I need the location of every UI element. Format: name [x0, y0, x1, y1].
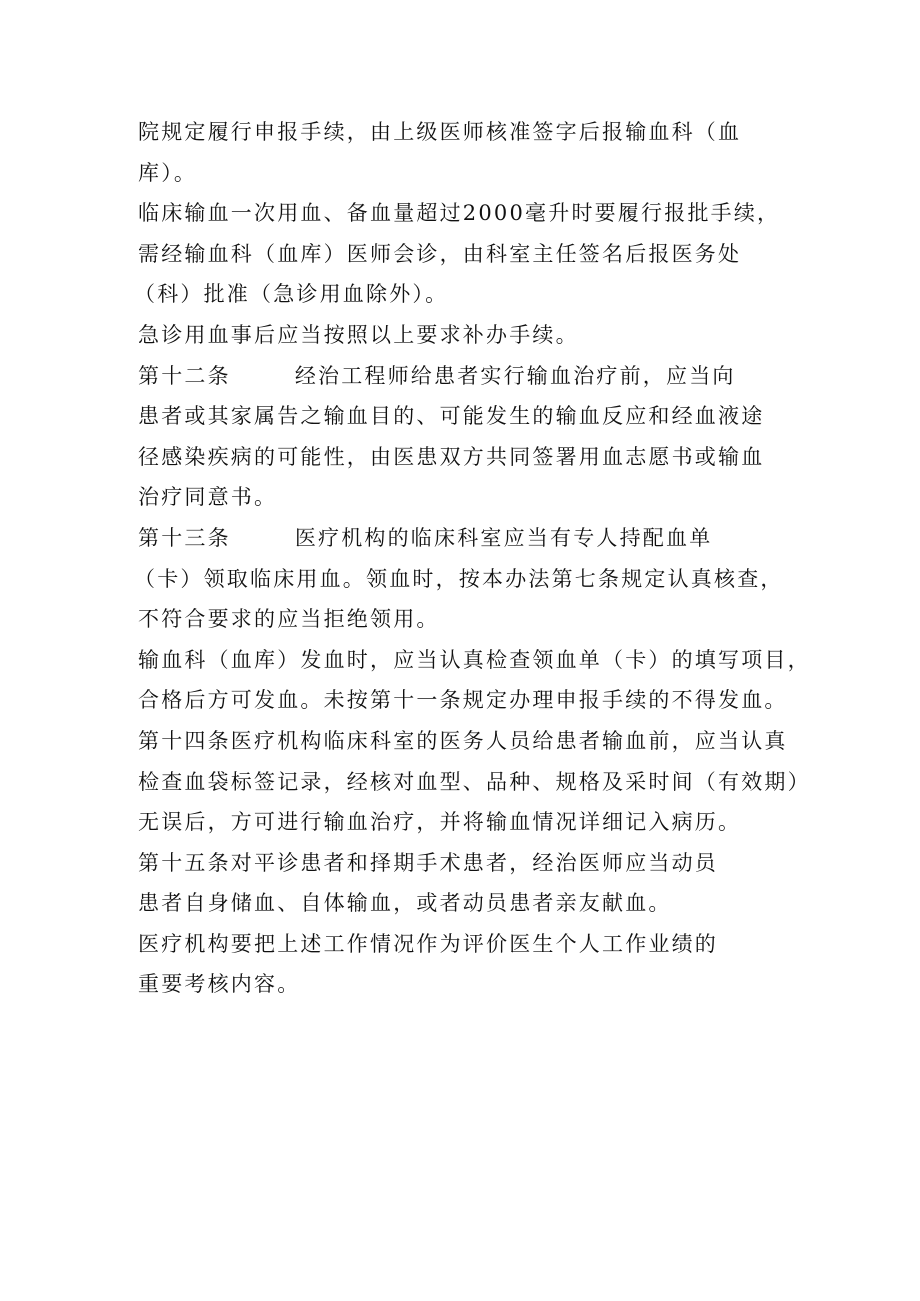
text-line: 第十五条对平诊患者和择期手术患者，经治医师应当动员: [138, 850, 718, 875]
article-12-text: 经治工程师给患者实行输血治疗前，应当向: [294, 363, 736, 388]
text-line: 输血科（血库）发血时，应当认真检查领血单（卡）的填写项目，: [138, 647, 811, 672]
text-line: 患者自身储血、自体输血，或者动员患者亲友献血。: [138, 891, 672, 916]
text-line: 患者或其家属告之输血目的、可能发生的输血反应和经血液途: [138, 404, 765, 429]
text-line: 无误后，方可进行输血治疗，并将输血情况详细记入病历。: [138, 810, 742, 835]
text-line: 治疗同意书。: [138, 485, 278, 510]
article-13-label: 第十三条: [138, 525, 231, 550]
text-line: 临床输血一次用血、备血量超过2000毫升时要履行报批手续，: [138, 201, 781, 226]
text-line: 急诊用血事后应当按照以上要求补办手续。: [138, 322, 579, 347]
article-13-text: 医疗机构的临床科室应当有专人持配血单: [294, 525, 713, 550]
text-line: 第十四条医疗机构临床科室的医务人员给患者输血前，应当认真: [138, 728, 788, 753]
text-line: 检查血袋标签记录，经核对血型、品种、规格及采时间（有效期）: [138, 769, 811, 794]
article-13-line: [138, 518, 818, 559]
text-line: 库）。: [138, 160, 198, 185]
text-line: 合格后方可发血。未按第十一条规定办理申报手续的不得发血。: [138, 688, 788, 713]
article-12-label: 第十二条: [138, 363, 231, 388]
article-12-line: [138, 356, 818, 397]
text-line: 院规定履行申报手续，由上级医师核准签字后报输血科（血: [138, 120, 742, 144]
text-line: 径感染疾病的可能性，由医患双方共同签署用血志愿书或输血: [138, 444, 765, 469]
text-line: （科）批准（急诊用血除外）。: [134, 282, 449, 307]
text-line: 不符合要求的应当拒绝领用。: [138, 607, 440, 632]
document-body: [134, 112, 818, 1005]
text-line: 医疗机构要把上述工作情况作为评价医生个人工作业绩的: [138, 931, 718, 956]
text-line: 需经输血科（血库）医师会诊，由科室主任签名后报医务处: [138, 241, 742, 266]
text-line: （卡）领取临床用血。领血时，按本办法第七条规定认真核查，: [134, 566, 784, 591]
text-line: 重要考核内容。: [138, 972, 301, 997]
